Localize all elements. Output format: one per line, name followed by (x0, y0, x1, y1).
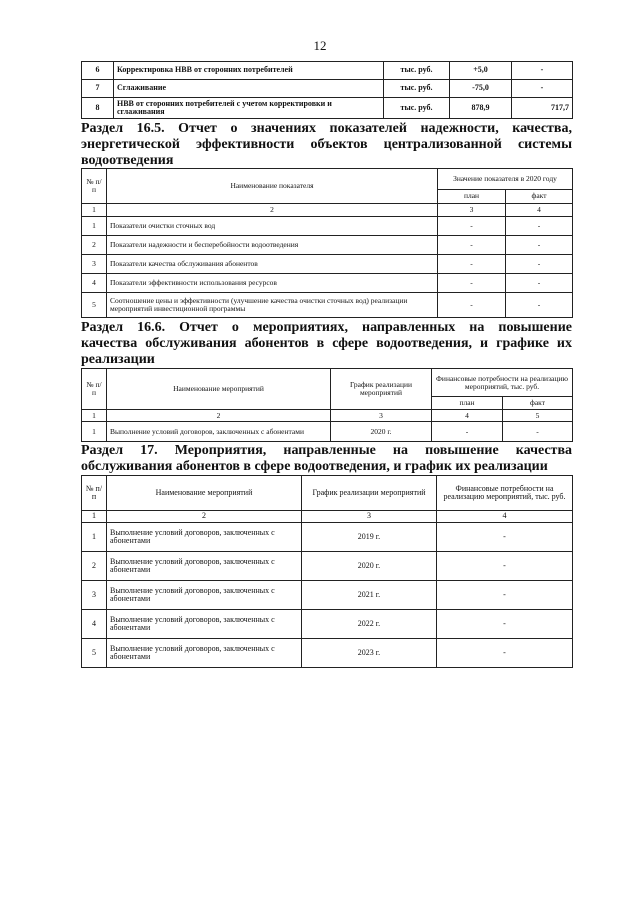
row-name: Выполнение условий договоров, заключенных с абонентами (107, 523, 302, 552)
header-schedule: График реализации мероприятий (302, 476, 437, 511)
row-name: Выполнение условий договоров, заключенных с абонентами (107, 422, 331, 442)
header-fact: факт (503, 397, 573, 410)
row-name: Выполнение условий договоров, заключенных с абонентами (107, 581, 302, 610)
row-fact: - (506, 236, 573, 255)
row-num: 3 (82, 581, 107, 610)
row-schedule: 2020 г. (331, 422, 432, 442)
index-cell: 3 (438, 204, 506, 217)
row-num: 2 (82, 236, 107, 255)
row-num: 7 (82, 80, 114, 98)
index-cell: 4 (432, 410, 503, 422)
header-fact: факт (506, 189, 573, 203)
row-plan: 878,9 (450, 98, 512, 119)
row-unit: тыс. руб. (384, 80, 450, 98)
row-unit: тыс. руб. (384, 98, 450, 119)
table-row (82, 255, 573, 274)
index-cell: 1 (82, 204, 107, 217)
table-header-row (82, 369, 573, 397)
header-finance: Финансовые потребности на реализацию мероприятий, тыс. руб. (437, 476, 573, 511)
header-name: Наименование мероприятий (107, 476, 302, 511)
header-name: Наименование показателя (107, 169, 438, 204)
row-schedule: 2020 г. (302, 552, 437, 581)
table-row (82, 293, 573, 318)
index-cell: 5 (503, 410, 573, 422)
row-num: 4 (82, 610, 107, 639)
row-value: - (437, 581, 573, 610)
header-plan: план (432, 397, 503, 410)
table-row (82, 422, 573, 442)
row-name: НВВ от сторонних потребителей с учетом корректировки и сглаживания (114, 98, 384, 119)
index-cell: 1 (82, 410, 107, 422)
header-num: № п/п (82, 369, 107, 410)
table-index-row (82, 204, 573, 217)
header-value: Значение показателя в 2020 году (438, 169, 573, 190)
table-row (82, 523, 573, 552)
heading-line: водоотведения (81, 153, 174, 168)
row-name: Показатели очистки сточных вод (107, 217, 438, 236)
heading-line: качества обслуживания абонентов в сфере водоотведения, и графике их (81, 336, 572, 351)
row-num: 4 (82, 274, 107, 293)
row-num: 5 (82, 639, 107, 668)
header-name: Наименование мероприятий (107, 369, 331, 410)
index-cell: 2 (107, 511, 302, 523)
table-index-row (82, 511, 573, 523)
row-unit: тыс. руб. (384, 62, 450, 80)
row-schedule: 2023 г. (302, 639, 437, 668)
row-value: - (437, 610, 573, 639)
row-value: - (437, 639, 573, 668)
row-num: 6 (82, 62, 114, 80)
heading-line: Раздел 17. Мероприятия, направленные на повышение качества (81, 443, 572, 458)
table-row (82, 274, 573, 293)
table-row (82, 552, 573, 581)
row-fact: - (506, 255, 573, 274)
row-num: 1 (82, 523, 107, 552)
header-plan: план (438, 189, 506, 203)
index-cell: 2 (107, 204, 438, 217)
table-row (82, 98, 573, 119)
heading-line: обслуживания абонентов в сфере водоотведения, и график их реализации (81, 459, 548, 474)
table-header-row (82, 476, 573, 511)
index-cell: 4 (506, 204, 573, 217)
row-num: 1 (82, 422, 107, 442)
heading-line: энергетической эффективности объектов централизованной системы (81, 137, 572, 152)
table-measures-17 (81, 475, 573, 668)
row-num: 5 (82, 293, 107, 318)
table-row (82, 581, 573, 610)
row-fact: 717,7 (512, 98, 573, 119)
table-nvv (81, 61, 573, 119)
row-name: Корректировка НВВ от сторонних потребителей (114, 62, 384, 80)
table-row (82, 80, 573, 98)
row-num: 1 (82, 217, 107, 236)
row-fact: - (506, 217, 573, 236)
row-num: 3 (82, 255, 107, 274)
row-value: - (437, 552, 573, 581)
page-number: 12 (313, 38, 327, 53)
row-schedule: 2019 г. (302, 523, 437, 552)
row-name: Показатели качества обслуживания абонентов (107, 255, 438, 274)
row-name: Выполнение условий договоров, заключенных с абонентами (107, 639, 302, 668)
table-row (82, 62, 573, 80)
row-plan: - (438, 274, 506, 293)
row-fact: - (506, 293, 573, 318)
table-header-row (82, 169, 573, 190)
header-num: № п/п (82, 169, 107, 204)
row-num: 2 (82, 552, 107, 581)
row-name: Сглаживание (114, 80, 384, 98)
index-cell: 1 (82, 511, 107, 523)
table-row (82, 236, 573, 255)
section-16-5-heading (81, 121, 572, 169)
header-finance: Финансовые потребности на реализацию мероприятий, тыс. руб. (432, 369, 573, 397)
row-schedule: 2021 г. (302, 581, 437, 610)
row-plan: - (438, 293, 506, 318)
table-row (82, 639, 573, 668)
table-row (82, 610, 573, 639)
row-fact: - (512, 62, 573, 80)
row-plan: - (438, 217, 506, 236)
row-plan: - (432, 422, 503, 442)
section-16-6-heading (81, 320, 572, 368)
row-name: Выполнение условий договоров, заключенных с абонентами (107, 552, 302, 581)
row-name: Показатели надежности и бесперебойности водоотведения (107, 236, 438, 255)
table-indicators (81, 168, 573, 318)
row-plan: - (438, 236, 506, 255)
row-plan: -75,0 (450, 80, 512, 98)
table-row (82, 217, 573, 236)
index-cell: 3 (302, 511, 437, 523)
row-num: 8 (82, 98, 114, 119)
section-17-heading (81, 443, 572, 475)
row-fact: - (503, 422, 573, 442)
row-name: Выполнение условий договоров, заключенных с абонентами (107, 610, 302, 639)
table-measures-16-6 (81, 368, 573, 442)
index-cell: 3 (331, 410, 432, 422)
index-cell: 2 (107, 410, 331, 422)
index-cell: 4 (437, 511, 573, 523)
row-fact: - (506, 274, 573, 293)
table-index-row (82, 410, 573, 422)
header-schedule: График реализации мероприятий (331, 369, 432, 410)
row-plan: +5,0 (450, 62, 512, 80)
row-schedule: 2022 г. (302, 610, 437, 639)
header-num: № п/п (82, 476, 107, 511)
row-value: - (437, 523, 573, 552)
row-name: Показатели эффективности использования ресурсов (107, 274, 438, 293)
row-plan: - (438, 255, 506, 274)
heading-line: реализации (81, 352, 155, 367)
row-fact: - (512, 80, 573, 98)
heading-line: Раздел 16.6. Отчет о мероприятиях, направленных на повышение (81, 320, 572, 335)
row-name: Соотношение цены и эффективности (улучшение качества очистки сточных вод) реализации мероприятий инвестиционной программы (107, 293, 438, 318)
heading-line: Раздел 16.5. Отчет о значениях показателей надежности, качества, (81, 121, 572, 136)
